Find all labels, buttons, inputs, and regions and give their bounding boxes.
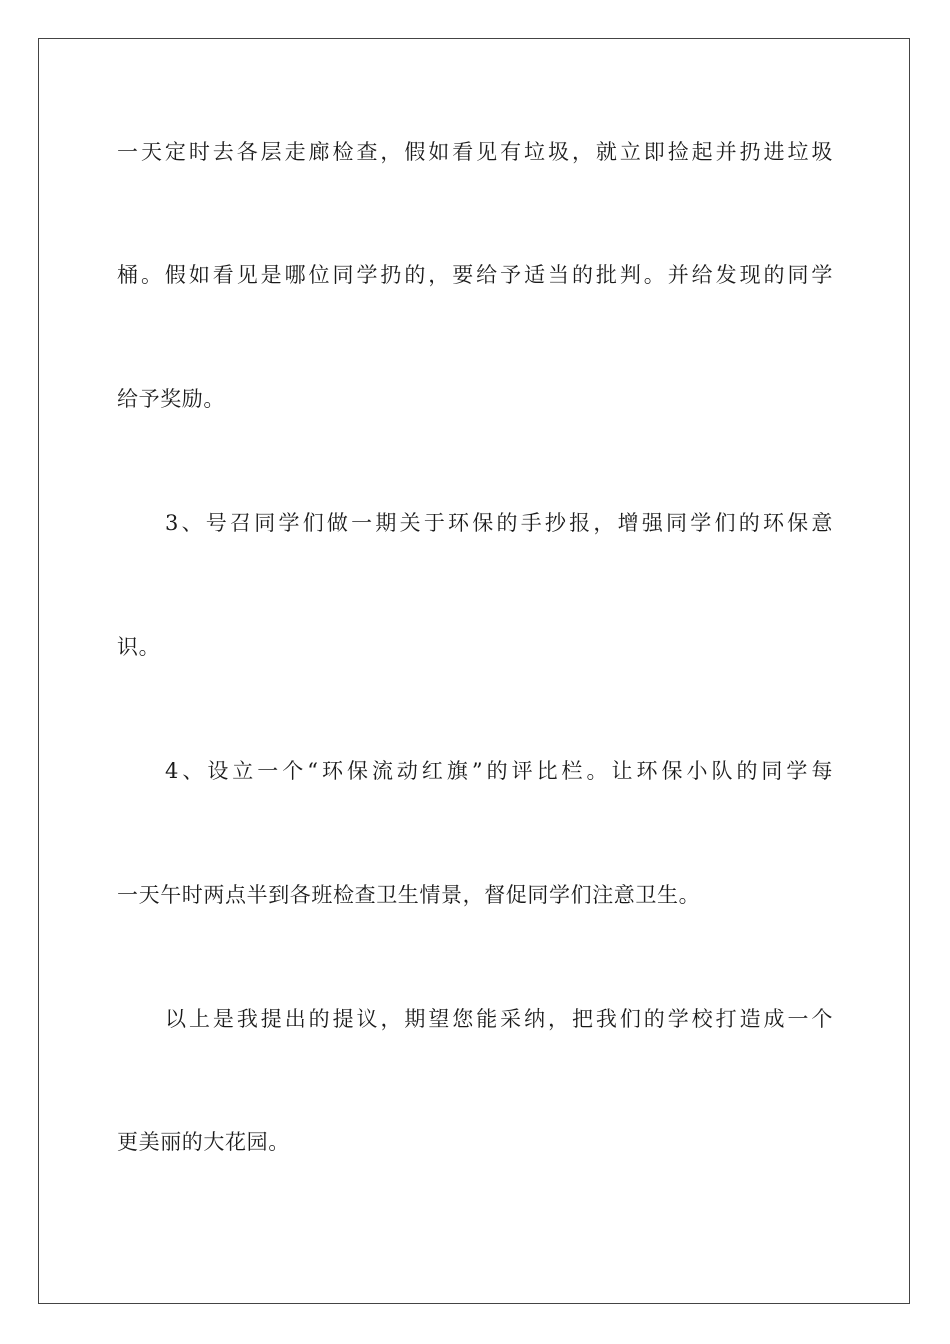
text-line-3: 给予奖励。 bbox=[117, 387, 225, 411]
text-line-5: 识。 bbox=[117, 635, 161, 659]
text-line-1: 一天定时去各层走廊检查，假如看见有垃圾，就立即捡起并扔进垃圾 bbox=[117, 140, 833, 164]
text-line-8: 以上是我提出的提议，期望您能采纳，把我们的学校打造成一个 bbox=[165, 1007, 833, 1031]
page-frame bbox=[38, 38, 910, 1304]
text-line-4: 3、号召同学们做一期关于环保的手抄报，增强同学们的环保意 bbox=[165, 511, 833, 535]
text-line-2: 桶。假如看见是哪位同学扔的，要给予适当的批判。并给发现的同学 bbox=[117, 263, 833, 287]
text-line-9: 更美丽的大花园。 bbox=[117, 1130, 290, 1154]
text-line-7: 一天午时两点半到各班检查卫生情景，督促同学们注意卫生。 bbox=[117, 883, 701, 907]
text-line-6: 4、设立一个“环保流动红旗”的评比栏。让环保小队的同学每 bbox=[165, 759, 833, 783]
